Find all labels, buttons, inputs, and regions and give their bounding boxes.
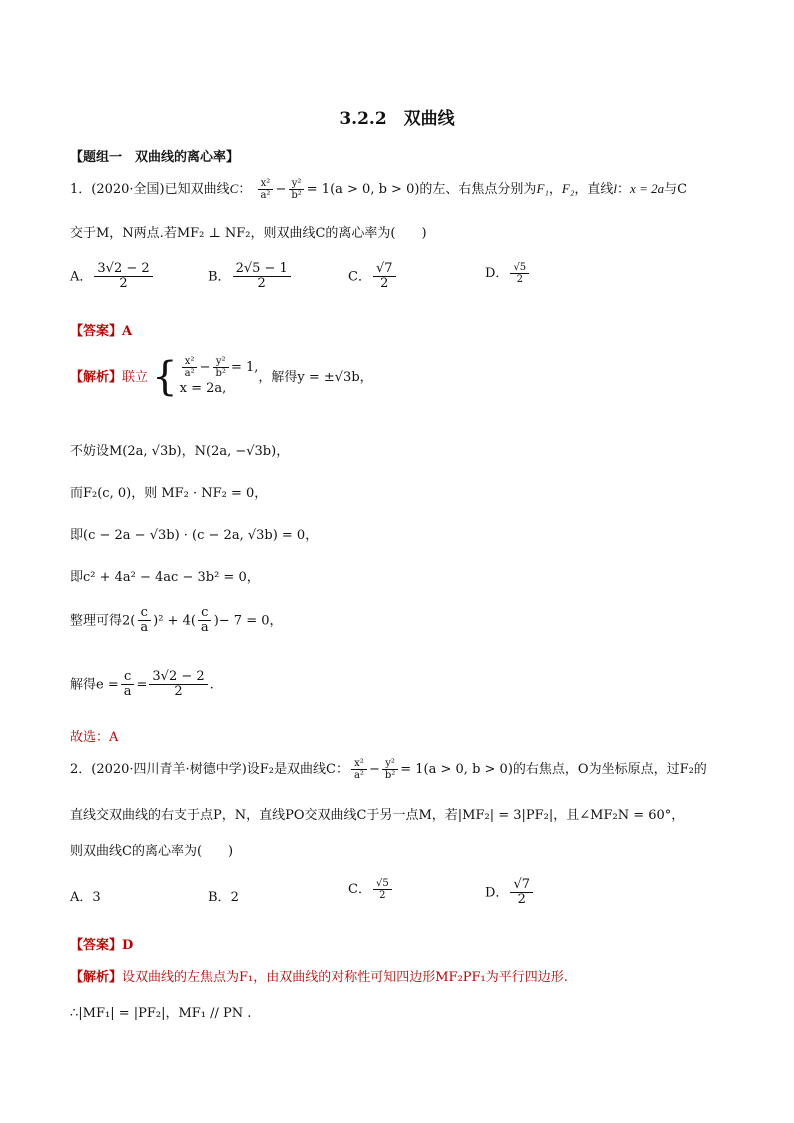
q2-answer: 【答案】D: [70, 938, 134, 953]
q1-stem-line2: 交于M，N两点.若MF₂ ⊥ NF₂，则双曲线C的离心率为( ): [70, 226, 427, 241]
q1-stem-line1: 1．(2020·全国)已知双曲线C： $\frac{\text{x²}}{\text{a²}}$ − $\frac{\text{y²}}{\text{b²}}$ = 1(a > 0, b > 0)的左、右焦点分别为F₁，F₂，直线l：x = 2a与C: [70, 178, 688, 201]
q2-stem-line3: 则双曲线C的离心率为( ): [70, 844, 234, 859]
q2-option-b[interactable]: B．2: [208, 890, 239, 905]
q2-analysis: 【解析】设双曲线的左焦点为F₁，由双曲线的对称性可知四边形MF₂PF₁为平行四边形.: [70, 970, 568, 985]
q1-analysis-system: 【解析】联立 { $\frac{\text{x²}}{\text{a²}}$ − $\frac{\text{y²}}{\text{b²}}$ = 1, x = 2a, ，解得y = ±√3b，: [70, 354, 373, 401]
section-title: 3.2.2 双曲线: [339, 109, 455, 129]
q2-option-c[interactable]: C． $\frac{√5}{2}$: [348, 878, 394, 901]
q1-option-c[interactable]: C． $\frac{√7}{2}$: [348, 262, 398, 292]
q1-step-1: 不妨设M(2a, √3b)，N(2a, −√3b)，: [70, 444, 290, 459]
q2-option-a[interactable]: A．3: [70, 890, 101, 905]
q1-step-3: 即(c − 2a − √3b) · (c − 2a, √3b) = 0，: [70, 528, 319, 543]
q2-stem-line1: 2．(2020·四川青羊·树德中学)设F₂是双曲线C： $\frac{\text{x²}}{\text{a²}}$ − $\frac{\text{y²}}{\text{b²}}$ = 1(a > 0, b > 0)的右焦点，O为坐标原点，过F₂的: [70, 758, 707, 781]
q1-step-2: 而F₂(c, 0)，则 MF₂ · NF₂ = 0，: [70, 486, 268, 501]
q2-stem-line2: 直线交双曲线的右支于点P，N，直线PO交双曲线C于另一点M，若|MF₂| = 3|PF₂|，且∠MF₂N = 60°，: [70, 808, 685, 823]
q1-option-b[interactable]: B． $\frac{2√5 - 1}{2}$: [208, 262, 293, 292]
q1-answer: 【答案】A: [70, 324, 133, 339]
q1-option-a[interactable]: A． $\frac{3√2 - 2}{2}$: [70, 262, 155, 292]
q1-option-d[interactable]: D． $\frac{√5}{2}$: [485, 262, 531, 285]
q1-step-5: 整理可得2( $\frac{c}{a}$ )² + 4( $\frac{c}{a}$ )− 7 = 0，: [70, 605, 283, 636]
q1-step-4: 即c² + 4a² − 4ac − 3b² = 0，: [70, 570, 260, 585]
q1-step-6: 解得e = $\frac{c}{a}$ = $\frac{3√2 - 2}{2}$ .: [70, 669, 214, 700]
q2-analysis-line2: ∴|MF₁| = |PF₂|，MF₁ // PN .: [70, 1006, 252, 1021]
group-heading: 【题组一 双曲线的离心率】: [70, 150, 240, 165]
q2-option-d[interactable]: D． $\frac{√7}{2}$: [485, 878, 535, 908]
q1-choose: 故选：A: [70, 730, 119, 745]
